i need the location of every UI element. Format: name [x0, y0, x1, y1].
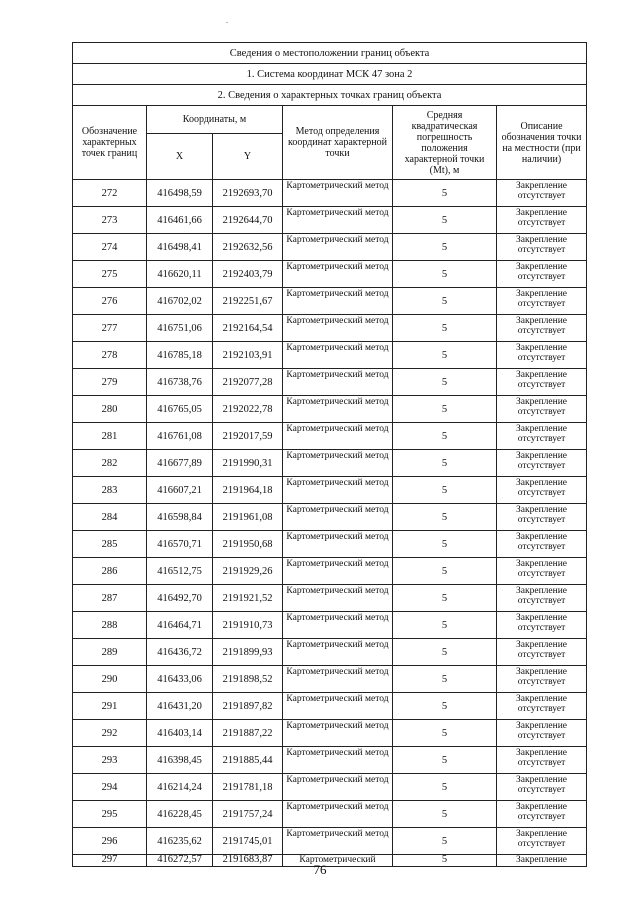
cell-description: Закрепление отсутствует [497, 747, 587, 774]
cell-point-number: 293 [73, 747, 147, 774]
cell-method: Картометрический метод [283, 261, 393, 288]
cell-coord-y: 2191781,18 [213, 774, 283, 801]
cell-point-number: 290 [73, 666, 147, 693]
cell-description: Закрепление отсутствует [497, 585, 587, 612]
cell-coord-x: 416598,84 [147, 504, 213, 531]
table-row [73, 315, 587, 342]
cell-error: 5 [393, 828, 497, 855]
cell-method: Картометрический метод [283, 639, 393, 666]
cell-point-number: 284 [73, 504, 147, 531]
cell-coord-y: 2192077,28 [213, 369, 283, 396]
cell-description: Закрепление отсутствует [497, 693, 587, 720]
cell-method: Картометрический метод [283, 531, 393, 558]
table-row [73, 666, 587, 693]
cell-point-number: 280 [73, 396, 147, 423]
table-row [73, 612, 587, 639]
cell-coord-y: 2192251,67 [213, 288, 283, 315]
cell-coord-y: 2192022,78 [213, 396, 283, 423]
cell-error: 5 [393, 693, 497, 720]
cell-description: Закрепление отсутствует [497, 315, 587, 342]
header-coordinates: Координаты, м [147, 106, 283, 134]
table-row [73, 342, 587, 369]
cell-coord-x: 416607,21 [147, 477, 213, 504]
scan-speck [226, 22, 228, 23]
cell-method: Картометрический метод [283, 558, 393, 585]
table-row [73, 261, 587, 288]
table-row [73, 423, 587, 450]
cell-point-number: 283 [73, 477, 147, 504]
cell-error: 5 [393, 261, 497, 288]
cell-point-number: 274 [73, 234, 147, 261]
table-row [73, 585, 587, 612]
cell-error: 5 [393, 477, 497, 504]
cell-coord-x: 416620,11 [147, 261, 213, 288]
cell-coord-y: 2191885,44 [213, 747, 283, 774]
cell-method: Картометрический метод [283, 747, 393, 774]
cell-error: 5 [393, 207, 497, 234]
cell-coord-y: 2191921,52 [213, 585, 283, 612]
table-row [73, 396, 587, 423]
cell-coord-x: 416570,71 [147, 531, 213, 558]
cell-error: 5 [393, 774, 497, 801]
cell-coord-x: 416765,05 [147, 396, 213, 423]
cell-point-number: 272 [73, 180, 147, 207]
cell-method: Картометрический метод [283, 720, 393, 747]
cell-method: Картометрический метод [283, 774, 393, 801]
cell-point-number: 282 [73, 450, 147, 477]
page-number: 76 [313, 862, 327, 877]
cell-error: 5 [393, 234, 497, 261]
header-y: Y [213, 134, 283, 180]
cell-coord-x: 416436,72 [147, 639, 213, 666]
cell-coord-y: 2191887,22 [213, 720, 283, 747]
cell-description: Закрепление отсутствует [497, 720, 587, 747]
cell-description: Закрепление отсутствует [497, 504, 587, 531]
header-error: Средняя квадратическая погрешность положения характерной точки (Mt), м [393, 106, 497, 180]
cell-point-number: 281 [73, 423, 147, 450]
cell-point-number: 294 [73, 774, 147, 801]
cell-coord-x: 416228,45 [147, 801, 213, 828]
cell-method: Картометрический метод [283, 693, 393, 720]
cell-coord-y: 2192403,79 [213, 261, 283, 288]
cell-coord-y: 2192693,70 [213, 180, 283, 207]
cell-point-number: 292 [73, 720, 147, 747]
cell-method: Картометрический метод [283, 666, 393, 693]
cell-coord-x: 416214,24 [147, 774, 213, 801]
cell-description: Закрепление отсутствует [497, 666, 587, 693]
table-row [73, 504, 587, 531]
cell-description: Закрепление отсутствует [497, 234, 587, 261]
points-section-title: 2. Сведения о характерных точках границ объекта [73, 85, 587, 106]
cell-method: Картометрический метод [283, 423, 393, 450]
cell-error: 5 [393, 612, 497, 639]
cell-description: Закрепление отсутствует [497, 477, 587, 504]
cell-method: Картометрический [283, 855, 393, 867]
table-row [73, 234, 587, 261]
cell-description: Закрепление отсутствует [497, 180, 587, 207]
cell-description: Закрепление [497, 855, 587, 867]
header-x: X [147, 134, 213, 180]
cell-coord-y: 2191964,18 [213, 477, 283, 504]
cell-coord-y: 2191961,08 [213, 504, 283, 531]
cell-coord-y: 2191990,31 [213, 450, 283, 477]
cell-description: Закрепление отсутствует [497, 396, 587, 423]
cell-coord-y: 2192103,91 [213, 342, 283, 369]
table-row [73, 801, 587, 828]
table-row [73, 828, 587, 855]
cell-point-number: 278 [73, 342, 147, 369]
cell-error: 5 [393, 639, 497, 666]
cell-error: 5 [393, 396, 497, 423]
cell-description: Закрепление отсутствует [497, 828, 587, 855]
cell-coord-y: 2191910,73 [213, 612, 283, 639]
cell-coord-x: 416464,71 [147, 612, 213, 639]
cell-error: 5 [393, 315, 497, 342]
cell-coord-y: 2191757,24 [213, 801, 283, 828]
cell-error: 5 [393, 855, 497, 867]
cell-description: Закрепление отсутствует [497, 612, 587, 639]
cell-error: 5 [393, 531, 497, 558]
cell-method: Картометрический метод [283, 180, 393, 207]
cell-coord-y: 2192644,70 [213, 207, 283, 234]
header-method: Метод определения координат характерной точки [283, 106, 393, 180]
coordinate-system-title: 1. Система координат МСК 47 зона 2 [73, 64, 587, 85]
table-row [73, 531, 587, 558]
cell-coord-x: 416512,75 [147, 558, 213, 585]
cell-description: Закрепление отсутствует [497, 450, 587, 477]
cell-description: Закрепление отсутствует [497, 558, 587, 585]
cell-error: 5 [393, 450, 497, 477]
cell-method: Картометрический метод [283, 612, 393, 639]
cell-coord-x: 416761,08 [147, 423, 213, 450]
table-row [73, 639, 587, 666]
cell-point-number: 297 [73, 855, 147, 867]
cell-coord-y: 2191897,82 [213, 693, 283, 720]
table-row [73, 369, 587, 396]
table-row [73, 288, 587, 315]
cell-coord-x: 416461,66 [147, 207, 213, 234]
cell-description: Закрепление отсутствует [497, 207, 587, 234]
cell-error: 5 [393, 747, 497, 774]
table-row [73, 747, 587, 774]
cell-description: Закрепление отсутствует [497, 369, 587, 396]
cell-point-number: 279 [73, 369, 147, 396]
table-row [73, 180, 587, 207]
cell-coord-x: 416702,02 [147, 288, 213, 315]
cell-error: 5 [393, 585, 497, 612]
cell-method: Картометрический метод [283, 207, 393, 234]
cell-coord-x: 416751,06 [147, 315, 213, 342]
cell-method: Картометрический метод [283, 396, 393, 423]
cell-error: 5 [393, 342, 497, 369]
cell-coord-y: 2192632,56 [213, 234, 283, 261]
cell-coord-y: 2191899,93 [213, 639, 283, 666]
cell-point-number: 286 [73, 558, 147, 585]
cell-coord-x: 416677,89 [147, 450, 213, 477]
cell-method: Картометрический метод [283, 288, 393, 315]
cell-point-number: 276 [73, 288, 147, 315]
table-row [73, 720, 587, 747]
cell-description: Закрепление отсутствует [497, 423, 587, 450]
cell-error: 5 [393, 720, 497, 747]
table-title: Сведения о местоположении границ объекта [73, 43, 587, 64]
cell-description: Закрепление отсутствует [497, 342, 587, 369]
table-row [73, 558, 587, 585]
cell-description: Закрепление отсутствует [497, 261, 587, 288]
cell-coord-x: 416498,59 [147, 180, 213, 207]
cell-coord-y: 2191683,87 [213, 855, 283, 867]
cell-coord-x: 416738,76 [147, 369, 213, 396]
cell-coord-x: 416431,20 [147, 693, 213, 720]
cell-coord-y: 2191898,52 [213, 666, 283, 693]
boundary-points-table [72, 42, 587, 867]
cell-point-number: 288 [73, 612, 147, 639]
cell-method: Картометрический метод [283, 801, 393, 828]
cell-coord-x: 416785,18 [147, 342, 213, 369]
table-row [73, 693, 587, 720]
cell-coord-x: 416398,45 [147, 747, 213, 774]
cell-method: Картометрический метод [283, 234, 393, 261]
cell-description: Закрепление отсутствует [497, 801, 587, 828]
cell-coord-y: 2191745,01 [213, 828, 283, 855]
cell-point-number: 295 [73, 801, 147, 828]
cell-error: 5 [393, 666, 497, 693]
header-description: Описание обозначения точки на местности (при наличии) [497, 106, 587, 180]
cell-coord-y: 2192164,54 [213, 315, 283, 342]
cell-method: Картометрический метод [283, 315, 393, 342]
cell-point-number: 289 [73, 639, 147, 666]
cell-error: 5 [393, 369, 497, 396]
cell-error: 5 [393, 423, 497, 450]
cell-error: 5 [393, 504, 497, 531]
table-row [73, 477, 587, 504]
cell-method: Картометрический метод [283, 828, 393, 855]
cell-point-number: 275 [73, 261, 147, 288]
table-row [73, 207, 587, 234]
cell-description: Закрепление отсутствует [497, 288, 587, 315]
cell-point-number: 291 [73, 693, 147, 720]
cell-description: Закрепление отсутствует [497, 531, 587, 558]
cell-description: Закрепление отсутствует [497, 639, 587, 666]
cell-method: Картометрический метод [283, 585, 393, 612]
cell-point-number: 273 [73, 207, 147, 234]
cell-description: Закрепление отсутствует [497, 774, 587, 801]
cell-coord-y: 2192017,59 [213, 423, 283, 450]
cell-error: 5 [393, 288, 497, 315]
table-row [73, 774, 587, 801]
cell-coord-x: 416403,14 [147, 720, 213, 747]
cell-method: Картометрический метод [283, 369, 393, 396]
cell-method: Картометрический метод [283, 450, 393, 477]
cell-coord-x: 416235,62 [147, 828, 213, 855]
cell-error: 5 [393, 180, 497, 207]
cell-coord-x: 416433,06 [147, 666, 213, 693]
cell-error: 5 [393, 801, 497, 828]
header-point-label: Обозначение характерных точек границ [73, 106, 147, 180]
cell-coord-x: 416492,70 [147, 585, 213, 612]
cell-coord-y: 2191929,26 [213, 558, 283, 585]
cell-point-number: 285 [73, 531, 147, 558]
table-row [73, 450, 587, 477]
cell-point-number: 277 [73, 315, 147, 342]
cell-method: Картометрический метод [283, 504, 393, 531]
cell-error: 5 [393, 558, 497, 585]
cell-method: Картометрический метод [283, 342, 393, 369]
cell-method: Картометрический метод [283, 477, 393, 504]
cell-coord-y: 2191950,68 [213, 531, 283, 558]
cell-coord-x: 416272,57 [147, 855, 213, 867]
boundary-points-document [72, 42, 586, 867]
cell-point-number: 287 [73, 585, 147, 612]
cell-coord-x: 416498,41 [147, 234, 213, 261]
cell-point-number: 296 [73, 828, 147, 855]
